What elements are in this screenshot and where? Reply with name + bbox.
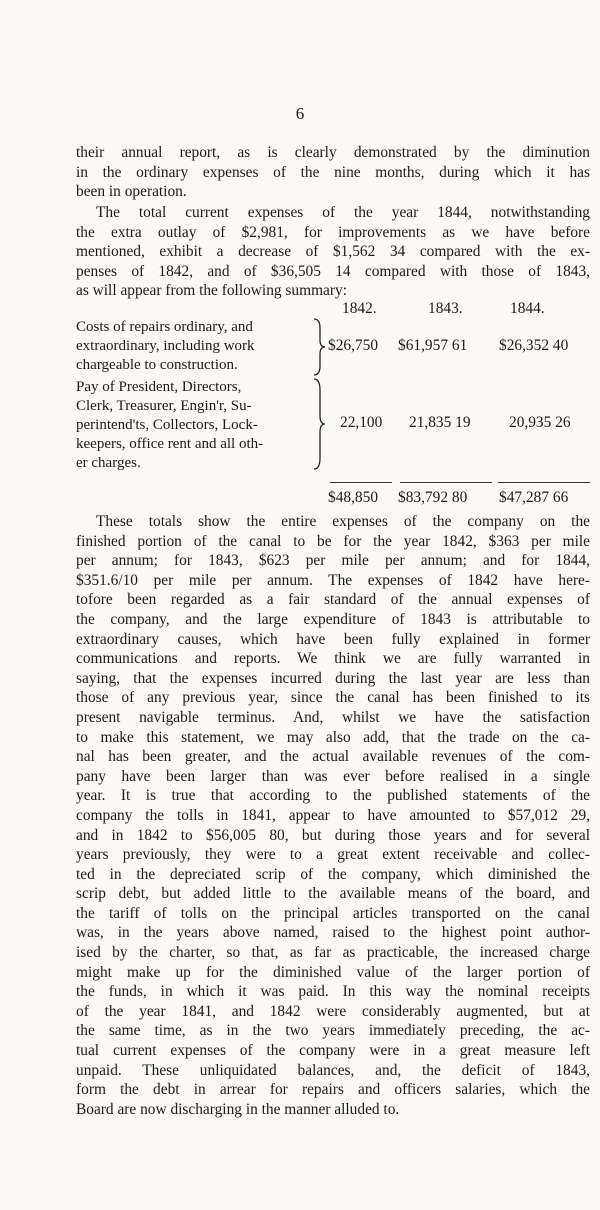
label-line: keepers, office rent and all oth- [76,436,264,452]
text-line: tofore been regarded as a fair standard of the annual expenses of [76,591,590,609]
text-line: saying, that the expenses incurred during the last year are less than [76,669,590,687]
text-line: as will appear from the following summary: [76,282,347,300]
text-line: penses of 1842, and of $36,505 14 compared with those of 1843, [76,262,590,280]
text-line: company the tolls in 1841, appear to have amounted to $57,012 29, [76,806,590,824]
text-line: unpaid. These unliquidated balances, and, the deficit of 1843, [76,1061,590,1079]
text-line: of the year 1841, and 1842 were considerably augmented, but at [76,1002,590,1020]
text-line: been in operation. [76,183,187,201]
year-header: 1844. [510,300,545,317]
text-line: those of any previous year, since the canal has been finished to its [76,689,590,707]
text-line: the same time, as in the two years immediately preceding, the ac- [76,1022,590,1040]
text-line: years previously, they were to a great extent receivable and collec- [76,846,590,864]
label-line: extraordinary, including work [76,338,255,354]
text-line: mentioned, exhibit a decrease of $1,562 34 compared with the ex- [76,243,590,261]
text-line: tual current expenses of the company were in a great measure left [76,1042,590,1060]
text-line: scrip debt, but added little to the available means of the board, and [76,885,590,903]
text-line: the tariff of tolls on the principal articles transported on the canal [76,904,590,922]
text-line: and in 1842 to $56,005 80, but during those years and for several [76,826,590,844]
year-header: 1842. [342,300,377,317]
text-line: in the ordinary expenses of the nine months, during which it has [76,163,590,181]
year-header: 1843. [428,300,463,317]
text-line: Board are now discharging in the manner alluded to. [76,1100,400,1118]
text-line: the funds, in which it was paid. In this way the nominal receipts [76,983,590,1001]
brace-icon [312,318,326,376]
text-line: These totals show the entire expenses of the company on the [96,513,590,530]
text-line: nal has been greater, and the actual available revenues of the com- [76,748,590,766]
text-line: present navigable terminus. And, whilst we have the satisfaction [76,708,590,726]
text-line: to make this statement, we may also add, that the trade on the ca- [76,728,590,746]
total-1844: $47,287 66 [499,489,569,506]
text-line: the company, and the large expenditure of 1843 is attributable to [76,610,590,628]
text-line: extraordinary causes, which have been fully explained in former [76,630,590,648]
sum-rule [498,482,590,483]
page-number: 6 [295,104,305,123]
label-line: chargeable to construction. [76,357,238,373]
paragraph-2 [76,203,590,301]
text-line: their annual report, as is clearly demonstrated by the diminution [76,144,590,161]
text-line: communications and reports. We think we are fully warranted in [76,650,590,668]
row-label-repairs [76,318,312,375]
text-line: the extra outlay of $2,981, for improvements as we have before [76,223,590,241]
brace-icon [312,378,326,470]
label-line: Pay of President, Directors, [76,379,242,395]
text-line: ised by the charter, so that, as far as practicable, the increased charge [76,944,590,962]
paragraph-3 [76,512,590,1119]
sum-rule [400,482,492,483]
label-line: Clerk, Treasurer, Engin'r, Su- [76,398,252,414]
value-1842-pay: 22,100 [340,414,383,431]
total-1843: $83,792 80 [398,489,468,506]
sum-rule [330,482,392,483]
value-1843-repairs: $61,957 61 [398,337,468,354]
text-line: form the debt in arrear for repairs and officers salaries, which the [76,1081,590,1099]
text-line: finished portion of the canal to be for the year 1842, $363 per mile [76,532,590,550]
text-line: might make up for the diminished value of the larger portion of [76,963,590,981]
value-1842-repairs: $26,750 [328,337,379,354]
text-line: The total current expenses of the year 1844, notwithstanding [96,204,590,221]
value-1844-repairs: $26,352 40 [499,337,569,354]
total-1842: $48,850 [328,489,379,506]
value-1843-pay: 21,835 19 [409,414,471,431]
row-label-pay [76,378,312,473]
label-line: Costs of repairs ordinary, and [76,319,253,335]
text-line: was, in the years above named, raised to the highest point author- [76,924,590,942]
value-1844-pay: 20,935 26 [509,414,571,431]
paragraph-1 [76,143,590,202]
label-line: er charges. [76,455,141,471]
text-line: pany have been larger than was ever before realised in a single [76,767,590,785]
text-line: ted in the depreciated scrip of the company, which diminished the [76,865,590,883]
text-line: per annum; for 1843, $623 per mile per annum; and for 1844, [76,552,590,570]
text-line: year. It is true that according to the published statements of the [76,787,590,805]
text-line: $351.6/10 per mile per annum. The expenses of 1842 have here- [76,571,590,589]
label-line: perintend'ts, Collectors, Lock- [76,417,258,433]
